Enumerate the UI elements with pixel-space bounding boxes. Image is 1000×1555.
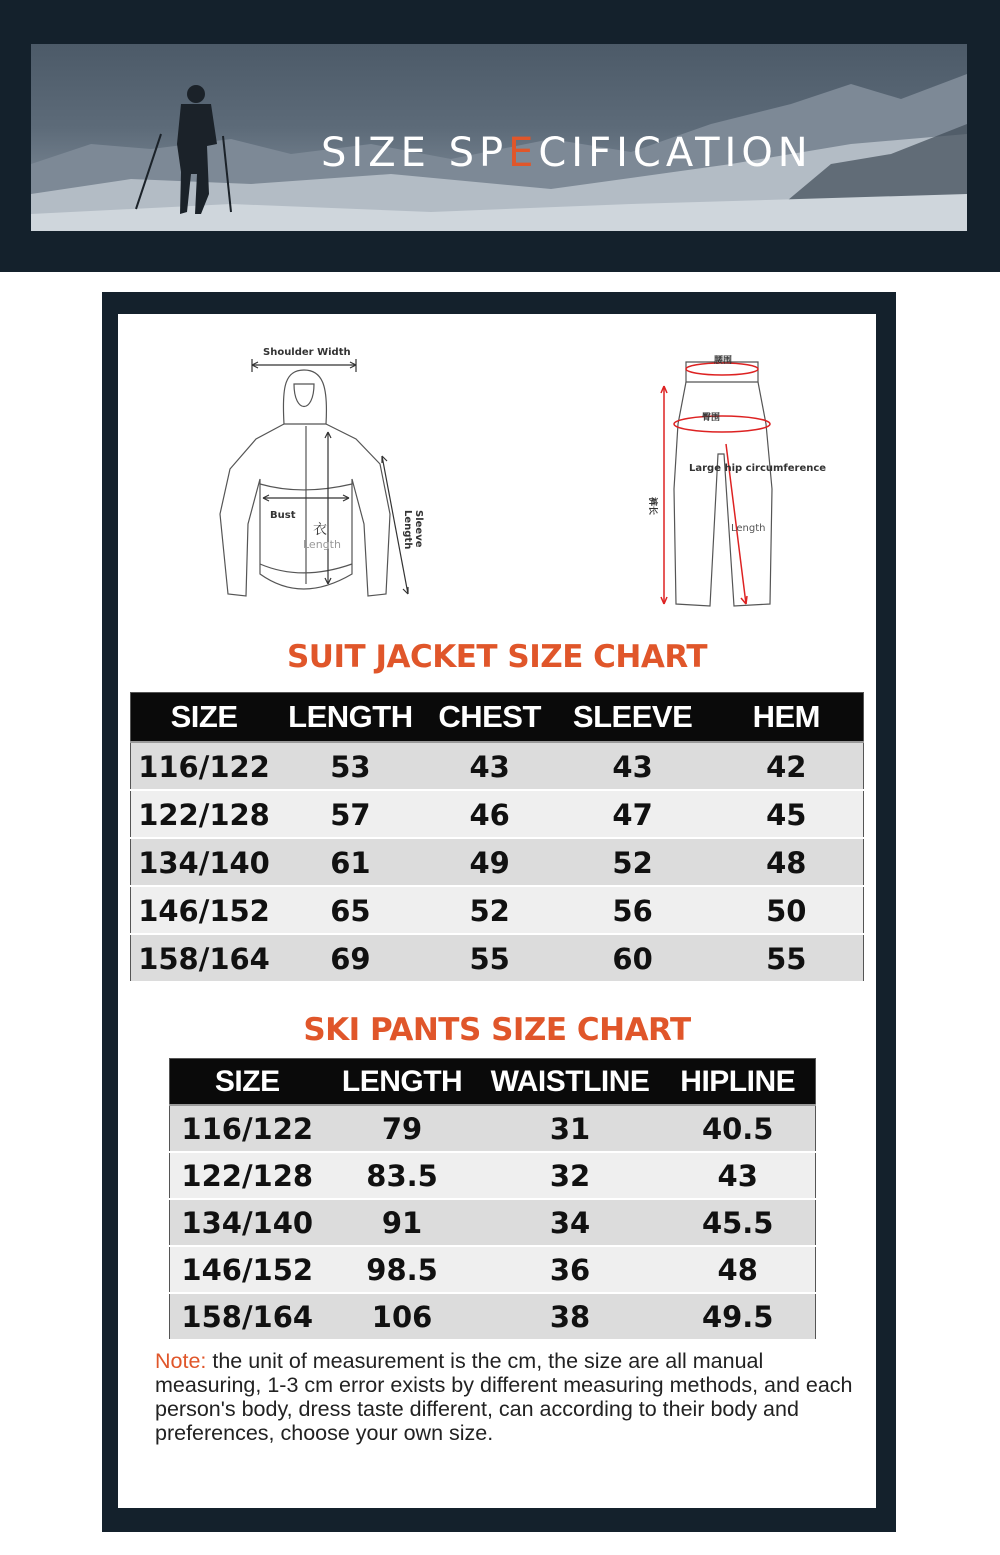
header-cell: SIZE [170, 1059, 325, 1106]
table-cell: 49 [424, 838, 556, 886]
measurement-diagrams [118, 314, 876, 624]
table-cell: 122/128 [170, 1152, 325, 1199]
table-cell: 50 [710, 886, 864, 934]
table-row [170, 1152, 816, 1199]
table-cell: 146/152 [131, 886, 278, 934]
header-cell: HEM [710, 693, 864, 743]
table-cell: 45 [710, 790, 864, 838]
table-cell: 116/122 [170, 1105, 325, 1152]
table-cell: 38 [480, 1293, 661, 1340]
table-cell: 79 [325, 1105, 480, 1152]
header-cell: WAISTLINE [480, 1059, 661, 1106]
jacket-chart-title: SUIT JACKET SIZE CHART [286, 639, 707, 675]
hip-cn-label: 臀围 [702, 413, 721, 423]
table-cell: 55 [424, 934, 556, 982]
note-text: the unit of measurement is the cm, the size are all manual measuring, 1-3 cm error exists by different measuring methods, and each person's body, dress taste different, can according to their body and preferences, choose your own size. [155, 1349, 853, 1445]
banner-image [31, 44, 967, 231]
table-cell: 55 [710, 934, 864, 982]
shoulder-width-label: Shoulder Width [263, 347, 351, 358]
table-cell: 69 [277, 934, 424, 982]
table-cell: 57 [277, 790, 424, 838]
garment-char-label: 衣 [313, 522, 327, 538]
table-cell: 45.5 [660, 1199, 815, 1246]
table-cell: 56 [556, 886, 710, 934]
jacket-length-label: Length [303, 538, 341, 551]
table-cell: 91 [325, 1199, 480, 1246]
table-cell: 52 [424, 886, 556, 934]
table-row [131, 790, 864, 838]
table-cell: 106 [325, 1293, 480, 1340]
table-row [131, 934, 864, 982]
header-cell: SIZE [131, 693, 278, 743]
table-cell: 43 [660, 1152, 815, 1199]
table-cell: 65 [277, 886, 424, 934]
banner-title: SIZE SPECIFICATION [321, 130, 813, 176]
table-cell: 43 [424, 742, 556, 790]
table-cell: 49.5 [660, 1293, 815, 1340]
header-cell: HIPLINE [660, 1059, 815, 1106]
table-cell: 42 [710, 742, 864, 790]
table-cell: 34 [480, 1199, 661, 1246]
pants-sketch [661, 362, 772, 606]
table-cell: 83.5 [325, 1152, 480, 1199]
table-row [170, 1105, 816, 1152]
table-cell: 47 [556, 790, 710, 838]
note-label: Note: [155, 1349, 207, 1373]
table-cell: 134/140 [131, 838, 278, 886]
table-header-row [170, 1059, 816, 1106]
table-cell: 46 [424, 790, 556, 838]
table-row [131, 742, 864, 790]
table-cell: 32 [480, 1152, 661, 1199]
waist-cn-label: 腰围 [714, 356, 733, 366]
table-cell: 52 [556, 838, 710, 886]
table-cell: 134/140 [170, 1199, 325, 1246]
table-cell: 122/128 [131, 790, 278, 838]
header-cell: SLEEVE [556, 693, 710, 743]
pants-length-label: Length [731, 523, 766, 534]
pants-chart-title: SKI PANTS SIZE CHART [303, 1012, 691, 1048]
table-cell: 40.5 [660, 1105, 815, 1152]
table-row [170, 1246, 816, 1293]
table-row [131, 838, 864, 886]
table-cell: 43 [556, 742, 710, 790]
table-cell: 98.5 [325, 1246, 480, 1293]
jacket-size-table [130, 692, 864, 983]
header-cell: CHEST [424, 693, 556, 743]
table-row [131, 886, 864, 934]
table-cell: 48 [660, 1246, 815, 1293]
header-band [0, 0, 1000, 272]
header-cell: LENGTH [325, 1059, 480, 1106]
table-cell: 61 [277, 838, 424, 886]
header-cell: LENGTH [277, 693, 424, 743]
jacket-sketch [220, 359, 408, 596]
size-card [118, 314, 876, 1508]
sleeve-length-label: Sleeve Length [402, 510, 424, 550]
pants-size-table [169, 1058, 816, 1341]
measurement-note [155, 1349, 855, 1445]
bust-label: Bust [270, 510, 296, 521]
table-cell: 31 [480, 1105, 661, 1152]
table-cell: 53 [277, 742, 424, 790]
table-row [170, 1199, 816, 1246]
table-cell: 60 [556, 934, 710, 982]
table-cell: 146/152 [170, 1246, 325, 1293]
table-cell: 36 [480, 1246, 661, 1293]
table-header-row [131, 693, 864, 743]
table-cell: 158/164 [131, 934, 278, 982]
hip-circumference-label: Large hip circumference [689, 463, 827, 474]
table-cell: 116/122 [131, 742, 278, 790]
table-cell: 48 [710, 838, 864, 886]
table-row [170, 1293, 816, 1340]
pants-length-cn-label: 裤长 [647, 497, 657, 516]
table-cell: 158/164 [170, 1293, 325, 1340]
